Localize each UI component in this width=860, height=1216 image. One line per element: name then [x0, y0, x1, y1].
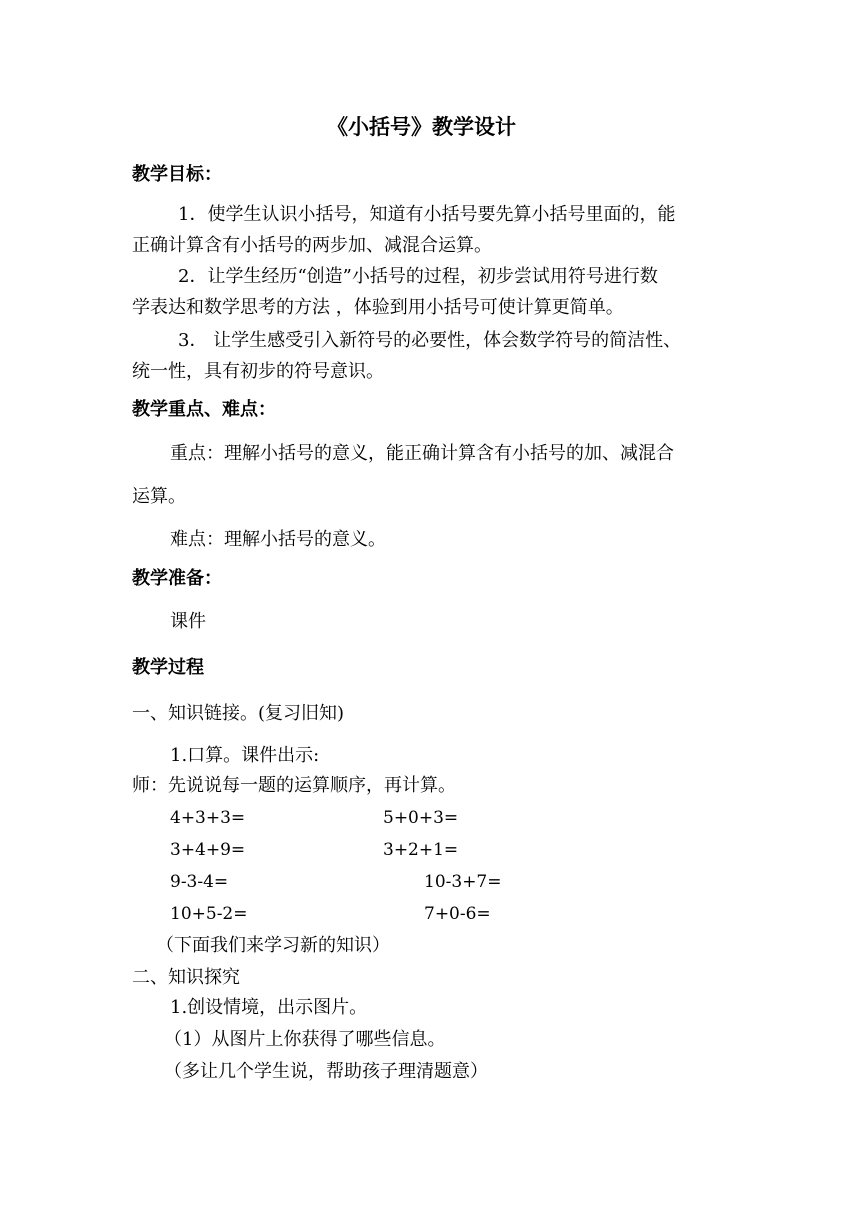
- calc-item: 10-3+7=: [424, 872, 502, 892]
- teacher-instruction: 师：先说说每一题的运算顺序，再计算。: [132, 775, 456, 796]
- goal-3-line-2: 统一性，具有初步的符号意识。: [132, 361, 384, 382]
- goal-2-line-2: 学表达和数学思考的方法 ，体验到用小括号可使计算更简单。: [132, 297, 624, 318]
- process-heading: 教学过程: [132, 657, 204, 678]
- goal-3-line-1: 3． 让学生感受引入新符号的必要性，体会数学符号的简洁性、: [178, 330, 682, 351]
- key-point-line-1: 重点：理解小括号的意义，能正确计算含有小括号的加、减混合: [170, 443, 674, 464]
- goal-1-line-1: 1．使学生认识小括号，知道有小括号要先算小括号里面的，能: [178, 204, 676, 225]
- key-points-heading: 教学重点、难点：: [132, 399, 276, 420]
- calc-item: 3+4+9=: [170, 840, 246, 860]
- goals-heading: 教学目标：: [132, 164, 222, 185]
- calc-item: 10+5-2=: [170, 904, 248, 924]
- page-title: 《小括号》教学设计: [327, 114, 516, 139]
- calc-item: 9-3-4=: [170, 872, 229, 892]
- question-1: （1）从图片上你获得了哪些信息。: [164, 1029, 446, 1050]
- preparation-item: 课件: [170, 611, 206, 632]
- calc-item: 5+0+3=: [383, 808, 459, 828]
- calc-item: 7+0-6=: [424, 904, 491, 924]
- key-point-line-2: 运算。: [132, 486, 186, 507]
- section-2-heading: 二、知识探究: [132, 967, 240, 988]
- goal-1-line-2: 正确计算含有小括号的两步加、减混合运算。: [132, 235, 492, 256]
- goal-2-line-1: 2．让学生经历“创造”小括号的过程，初步尝试用符号进行数: [178, 266, 658, 287]
- section-1-heading: 一、知识链接。(复习旧知): [132, 703, 345, 724]
- preparation-heading: 教学准备：: [132, 568, 222, 589]
- question-1-note: （多让几个学生说，帮助孩子理清题意）: [164, 1061, 488, 1082]
- step-1: 1.口算。课件出示:: [170, 745, 320, 766]
- transition-note: （下面我们来学习新的知识）: [156, 935, 390, 956]
- calc-item: 4+3+3=: [170, 808, 246, 828]
- difficulty: 难点：理解小括号的意义。: [170, 529, 386, 550]
- step-2: 1.创设情境，出示图片。: [170, 997, 368, 1018]
- calc-item: 3+2+1=: [383, 840, 459, 860]
